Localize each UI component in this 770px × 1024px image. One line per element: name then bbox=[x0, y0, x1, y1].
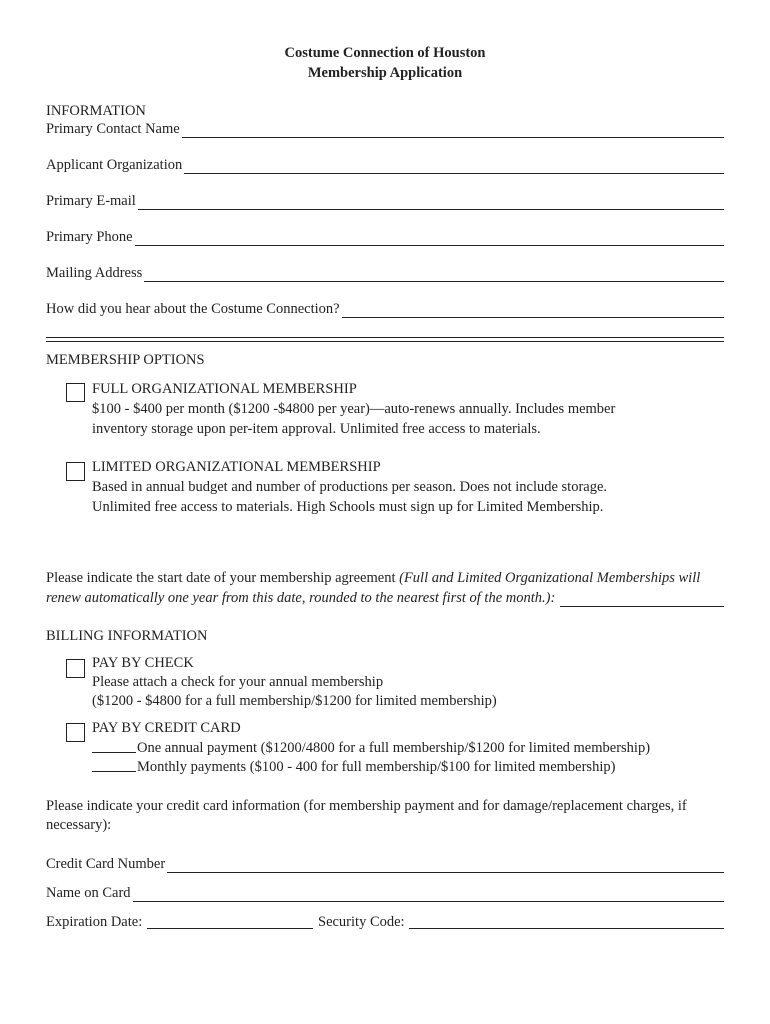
primary-contact-label: Primary Contact Name bbox=[46, 121, 180, 137]
primary-phone-field[interactable] bbox=[46, 226, 724, 246]
primary-phone-input-line[interactable] bbox=[135, 229, 724, 246]
full-membership-desc-line1: $100 - $400 per month ($1200 -$4800 per year)—auto-renews annually. Includes member bbox=[92, 401, 616, 417]
primary-phone-label: Primary Phone bbox=[46, 229, 133, 245]
applicant-organization-field[interactable] bbox=[46, 154, 724, 174]
annual-payment-blank[interactable] bbox=[92, 752, 136, 753]
organization-title: Costume Connection of Houston bbox=[284, 45, 486, 61]
expiration-date-input-line[interactable] bbox=[147, 928, 313, 929]
primary-email-input-line[interactable] bbox=[138, 193, 724, 210]
card-info-instruction-line2: necessary): bbox=[46, 817, 112, 833]
start-date-input-line[interactable] bbox=[560, 606, 724, 607]
pay-by-check-desc-line1: Please attach a check for your annual membership bbox=[92, 674, 384, 690]
start-date-instruction-line1 bbox=[46, 569, 700, 588]
information-heading: INFORMATION bbox=[46, 103, 146, 119]
security-code-label: Security Code: bbox=[318, 914, 405, 930]
limited-membership-desc-line2: Unlimited free access to materials. High Schools must sign up for Limited Membership. bbox=[92, 499, 604, 515]
pay-by-check-title: PAY BY CHECK bbox=[92, 655, 194, 671]
credit-card-number-label: Credit Card Number bbox=[46, 856, 166, 872]
start-date-text: Please indicate the start date of your membership agreement bbox=[46, 570, 400, 586]
referral-source-input-line[interactable] bbox=[342, 301, 724, 318]
referral-source-field[interactable] bbox=[46, 298, 724, 318]
limited-membership-title: LIMITED ORGANIZATIONAL MEMBERSHIP bbox=[92, 459, 381, 475]
membership-options-heading: MEMBERSHIP OPTIONS bbox=[46, 352, 205, 368]
mailing-address-field[interactable] bbox=[46, 262, 724, 282]
applicant-organization-input-line[interactable] bbox=[184, 157, 724, 174]
name-on-card-field[interactable] bbox=[46, 882, 724, 902]
applicant-organization-label: Applicant Organization bbox=[46, 157, 183, 173]
expiration-date-label: Expiration Date: bbox=[46, 914, 143, 930]
start-date-italic-note2: renew automatically one year from this date, rounded to the nearest first of the month.): bbox=[46, 590, 556, 606]
limited-membership-checkbox[interactable] bbox=[66, 462, 85, 481]
pay-by-credit-card-checkbox[interactable] bbox=[66, 723, 85, 742]
form-title: Membership Application bbox=[307, 65, 463, 81]
credit-card-number-input-line[interactable] bbox=[167, 856, 724, 873]
billing-information-heading: BILLING INFORMATION bbox=[46, 628, 208, 644]
section-divider-top bbox=[46, 337, 724, 338]
section-divider-bottom bbox=[46, 341, 724, 342]
full-membership-title: FULL ORGANIZATIONAL MEMBERSHIP bbox=[92, 381, 357, 397]
pay-by-check-checkbox[interactable] bbox=[66, 659, 85, 678]
primary-email-label: Primary E-mail bbox=[46, 193, 136, 209]
card-info-instruction-line1: Please indicate your credit card information (for membership payment and for damage/replacement charges, if bbox=[46, 798, 687, 814]
start-date-italic-note1: (Full and Limited Organizational Memberships will bbox=[399, 570, 701, 586]
full-membership-desc-line2: inventory storage upon per-item approval. Unlimited free access to materials. bbox=[92, 421, 541, 437]
referral-source-label: How did you hear about the Costume Connection? bbox=[46, 301, 340, 317]
limited-membership-desc-line1: Based in annual budget and number of productions per season. Does not include storage. bbox=[92, 479, 608, 495]
monthly-payment-option: Monthly payments ($100 - 400 for full membership/$100 for limited membership) bbox=[137, 759, 616, 775]
pay-by-check-desc-line2: ($1200 - $4800 for a full membership/$1200 for limited membership) bbox=[92, 693, 497, 709]
mailing-address-label: Mailing Address bbox=[46, 265, 143, 281]
primary-contact-input-line[interactable] bbox=[182, 121, 724, 138]
name-on-card-label: Name on Card bbox=[46, 885, 131, 901]
pay-by-credit-card-title: PAY BY CREDIT CARD bbox=[92, 720, 241, 736]
full-membership-checkbox[interactable] bbox=[66, 383, 85, 402]
credit-card-number-field[interactable] bbox=[46, 853, 724, 873]
security-code-input-line[interactable] bbox=[409, 928, 724, 929]
primary-contact-field[interactable] bbox=[46, 118, 724, 138]
mailing-address-input-line[interactable] bbox=[144, 265, 724, 282]
monthly-payment-blank[interactable] bbox=[92, 771, 136, 772]
annual-payment-option: One annual payment ($1200/4800 for a full membership/$1200 for limited membership) bbox=[137, 740, 651, 756]
primary-email-field[interactable] bbox=[46, 190, 724, 210]
name-on-card-input-line[interactable] bbox=[133, 885, 724, 902]
